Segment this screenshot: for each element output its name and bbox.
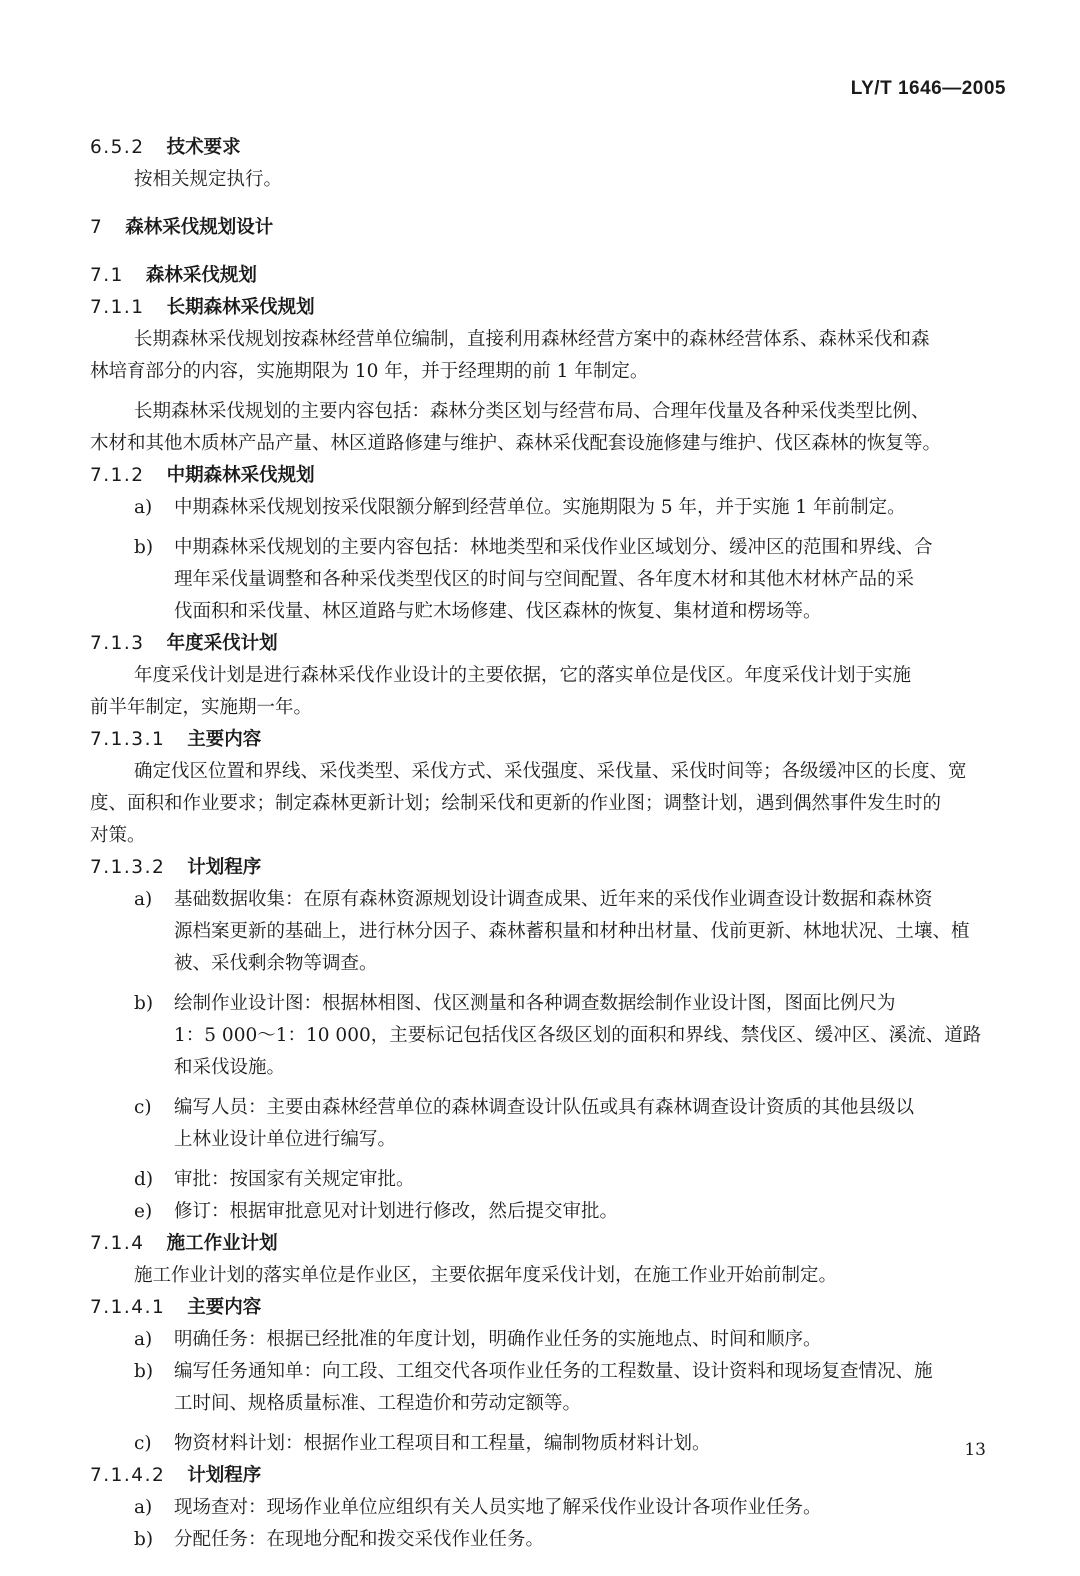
heading-7-1-4-1 xyxy=(90,1292,1010,1324)
list-item-line: 工时间、规格质量标准、工程造价和劳动定额等。 xyxy=(174,1393,582,1414)
list-item: b) 绘制作业设计图：根据林相图、伐区测量和各种调查数据绘制作业设计图，图面比例尺为 xyxy=(90,988,1010,1020)
section-title: 施工作业计划 xyxy=(166,1233,278,1254)
section-title: 长期森林采伐规划 xyxy=(166,297,315,318)
list-item-line: 和采伐设施。 xyxy=(174,1057,286,1078)
section-title: 计划程序 xyxy=(187,1465,262,1486)
section-title: 技术要求 xyxy=(166,137,241,158)
list-item: a) 明确任务：根据已经批准的年度计划，明确作业任务的实施地点、时间和顺序。 xyxy=(90,1324,1010,1356)
heading-6-5-2 xyxy=(90,132,1010,164)
list-label: c) xyxy=(134,1097,152,1118)
section-number: 6.5.2 xyxy=(90,137,145,158)
list-item: d) 审批：按国家有关规定审批。 xyxy=(90,1164,1010,1196)
section-number: 7.1.4.1 xyxy=(90,1297,166,1318)
list-item-line: 理年采伐量调整和各种采伐类型伐区的时间与空间配置、各年度木材和其他木材林产品的采 xyxy=(174,569,915,590)
paragraph-line: 度、面积和作业要求；制定森林更新计划；绘制采伐和更新的作业图；调整计划，遇到偶然事件发生时的 xyxy=(90,793,942,814)
list-label: b) xyxy=(134,1529,154,1550)
list-item: c) 物资材料计划：根据作业工程项目和工程量，编制物质材料计划。 xyxy=(90,1428,1010,1460)
section-title: 主要内容 xyxy=(187,1297,262,1318)
list-label: c) xyxy=(134,1433,152,1454)
paragraph-line: 施工作业计划的落实单位是作业区，主要依据年度采伐计划，在施工作业开始前制定。 xyxy=(134,1265,838,1286)
list-item-line: 源档案更新的基础上，进行林分因子、森林蓄积量和材种出材量、伐前更新、林地状况、土壤、植 xyxy=(174,921,970,942)
list-item-line: 上林业设计单位进行编写。 xyxy=(174,1129,397,1150)
section-title: 中期森林采伐规划 xyxy=(166,465,315,486)
paragraph-line: 确定伐区位置和界线、采伐类型、采伐方式、采伐强度、采伐量、采伐时间等；各级缓冲区的长度、宽 xyxy=(134,761,967,782)
section-title: 主要内容 xyxy=(187,729,262,750)
section-title: 森林采伐规划 xyxy=(145,265,257,286)
heading-7-1-1 xyxy=(90,292,1010,324)
section-number: 7.1.3.2 xyxy=(90,857,166,878)
heading-7-1 xyxy=(90,260,1010,292)
list-item-line: 被、采伐剩余物等调查。 xyxy=(174,953,378,974)
list-item: a) 现场查对：现场作业单位应组织有关人员实地了解采伐作业设计各项作业任务。 xyxy=(90,1492,1010,1524)
section-number: 7.1.4.2 xyxy=(90,1465,166,1486)
list-item: b) 中期森林采伐规划的主要内容包括：林地类型和采伐作业区域划分、缓冲区的范围和界线、合 xyxy=(90,532,1010,564)
section-number: 7.1.3.1 xyxy=(90,729,166,750)
paragraph-line: 长期森林采伐规划的主要内容包括：森林分类区划与经营布局、合理年伐量及各种采伐类型比例、 xyxy=(134,401,930,422)
heading-7-1-3 xyxy=(90,628,1010,660)
section-number: 7.1.4 xyxy=(90,1233,145,1254)
paragraph-line: 木材和其他木质林产品产量、林区道路修建与维护、森林采伐配套设施修建与维护、伐区森林的恢复等。 xyxy=(90,433,942,454)
paragraph-line: 前半年制定，实施期一年。 xyxy=(90,697,313,718)
paragraph-line: 长期森林采伐规划按森林经营单位编制，直接利用森林经营方案中的森林经营体系、森林采伐和森 xyxy=(134,329,930,350)
list-label: a) xyxy=(134,497,153,518)
document-body xyxy=(90,132,1010,1556)
list-item: b) 分配任务：在现地分配和拨交采伐作业任务。 xyxy=(90,1524,1010,1556)
section-title: 年度采伐计划 xyxy=(166,633,278,654)
list-item: e) 修订：根据审批意见对计划进行修改，然后提交审批。 xyxy=(90,1196,1010,1228)
heading-7-1-4 xyxy=(90,1228,1010,1260)
list-item: a) 基础数据收集：在原有森林资源规划设计调查成果、近年来的采伐作业调查设计数据和森林资 xyxy=(90,884,1010,916)
section-number: 7.1.3 xyxy=(90,633,145,654)
list-item: b) 编写任务通知单：向工段、工组交代各项作业任务的工程数量、设计资料和现场复查情况、施 xyxy=(90,1356,1010,1388)
section-number: 7.1 xyxy=(90,265,124,286)
list-item-line: 伐面积和采伐量、林区道路与贮木场修建、伐区森林的恢复、集材道和楞场等。 xyxy=(174,601,822,622)
list-item-line: 1：5 000～1：10 000，主要标记包括伐区各级区划的面积和界线、禁伐区、缓冲区、溪流、道路 xyxy=(174,1025,982,1046)
list-item: c) 编写人员：主要由森林经营单位的森林调查设计队伍或具有森林调查设计资质的其他县级以 xyxy=(90,1092,1010,1124)
section-title: 计划程序 xyxy=(187,857,262,878)
list-label: a) xyxy=(134,889,153,910)
section-number: 7.1.1 xyxy=(90,297,145,318)
list-label: b) xyxy=(134,1361,154,1382)
paragraph-line: 林培育部分的内容，实施期限为 10 年，并于经理期的前 1 年制定。 xyxy=(90,361,649,382)
paragraph-line: 年度采伐计划是进行森林采伐作业设计的主要依据，它的落实单位是伐区。年度采伐计划于实施 xyxy=(134,665,912,686)
heading-7-1-3-2 xyxy=(90,852,1010,884)
list-label: e) xyxy=(134,1201,153,1222)
heading-7-1-4-2 xyxy=(90,1460,1010,1492)
list-label: b) xyxy=(134,993,154,1014)
page-number: 13 xyxy=(964,1440,986,1460)
heading-7-1-3-1 xyxy=(90,724,1010,756)
list-label: a) xyxy=(134,1329,153,1350)
list-label: a) xyxy=(134,1497,153,1518)
standard-code: LY/T 1646—2005 xyxy=(850,78,1006,99)
list-item: a) 中期森林采伐规划按采伐限额分解到经营单位。实施期限为 5 年，并于实施 1 年前制定。 xyxy=(90,492,1010,524)
list-label: d) xyxy=(134,1169,154,1190)
section-number: 7 xyxy=(90,217,104,238)
section-number: 7.1.2 xyxy=(90,465,145,486)
heading-7 xyxy=(90,212,1010,244)
paragraph-line: 对策。 xyxy=(90,825,146,846)
list-label: b) xyxy=(134,537,154,558)
section-title: 森林采伐规划设计 xyxy=(125,217,274,238)
paragraph: 按相关规定执行。 xyxy=(134,169,283,190)
heading-7-1-2 xyxy=(90,460,1010,492)
